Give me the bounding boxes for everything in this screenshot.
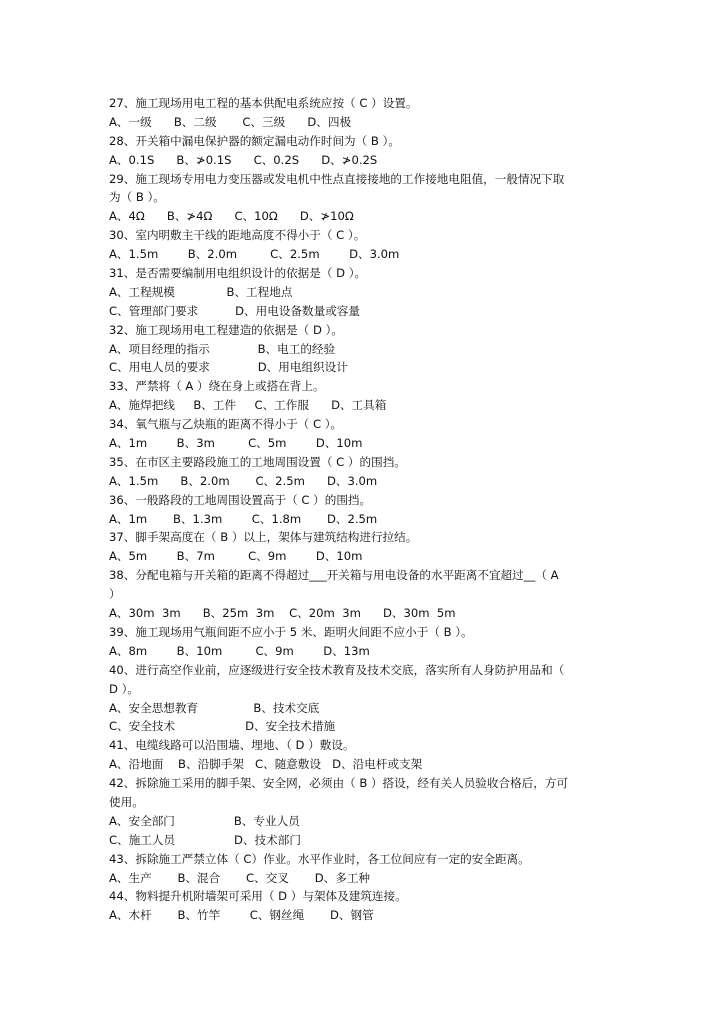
question-27-options: A、一级 B、二级 C、三级 D、四极 <box>109 114 352 129</box>
question-33-options: A、施焊把线 B、工件 C、工作服 D、工具箱 <box>109 398 387 413</box>
question-44-options: A、木杆 B、竹竿 C、钢丝绳 D、钢管 <box>109 908 374 923</box>
question-30-stem: 30、室内明敷主干线的距地高度不得小于（ C ）。 <box>109 228 366 243</box>
question-40-options-cd: C、安全技术 D、安全技术措施 <box>109 719 336 734</box>
question-43-stem: 43、拆除施工严禁立体（ C）作业。水平作业时，各工位间应有一定的安全距离。 <box>109 851 530 866</box>
question-38-stem: 38、分配电箱与开关箱的距离不得超过___开关箱与用电设备的水平距离不宜超过__（ A <box>109 568 559 583</box>
question-40-options-ab: A、安全思想教育 B、技术交底 <box>109 700 320 715</box>
question-34-options: A、1m B、3m C、5m D、10m <box>109 436 363 451</box>
question-42-options-cd: C、施工人员 D、技术部门 <box>109 832 301 847</box>
question-33-stem: 33、严禁将（ A ）绕在身上或搭在背上。 <box>109 379 325 394</box>
question-37-options: A、5m B、7m C、9m D、10m <box>109 549 363 564</box>
document-page <box>109 94 621 925</box>
question-34-stem: 34、氧气瓶与乙炔瓶的距离不得小于（ C ）。 <box>109 417 343 432</box>
question-31-options-cd: C、管理部门要求 D、用电设备数量或容量 <box>109 303 360 318</box>
question-40-stem: 40、进行高空作业前，应逐级进行安全技术教育及技术交底，落实所有人身防护用品和（ <box>109 662 565 677</box>
question-35-stem: 35、在市区主要路段施工的工地周围设置（ C ）的围挡。 <box>109 454 406 469</box>
question-29-options: A、4Ω B、≯4Ω C、10Ω D、≯10Ω <box>109 209 354 224</box>
question-42-options-ab: A、安全部门 B、专业人员 <box>109 813 300 828</box>
question-29-stem: 29、施工现场专用电力变压器或发电机中性点直接接地的工作接地电阻值，一般情况下取 <box>109 171 565 186</box>
question-27-stem: 27、施工现场用电工程的基本供配电系统应按（ C ）设置。 <box>109 96 418 110</box>
question-35-options: A、1.5m B、2.0m C、2.5m D、3.0m <box>109 473 378 488</box>
question-39-options: A、8m B、10m C、9m D、13m <box>109 643 370 658</box>
question-37-stem: 37、脚手架高度在（ B ）以上，架体与建筑结构进行拉结。 <box>109 530 418 545</box>
question-32-options-cd: C、用电人员的要求 D、用电组织设计 <box>109 360 348 375</box>
question-36-options: A、1m B、1.3m C、1.8m D、2.5m <box>109 511 378 526</box>
question-28-options: A、0.1S B、≯0.1S C、0.2S D、≯0.2S <box>109 152 378 167</box>
question-30-options: A、1.5m B、2.0m C、2.5m D、3.0m <box>109 247 400 262</box>
question-44-stem: 44、物料提升机附墙架可采用（ D ）与架体及建筑连接。 <box>109 889 407 904</box>
question-32-options-ab: A、项目经理的指示 B、电工的经验 <box>109 341 336 356</box>
question-31-stem: 31、是否需要编制用电组织设计的依据是（ D ）。 <box>109 266 367 281</box>
question-40-stem-cont: D ）。 <box>109 681 140 696</box>
question-41-options: A、沿地面 B、沿脚手架 C、随意敷设 D、沿电杆或支架 <box>109 757 423 772</box>
question-42-stem-cont: 使用。 <box>109 794 144 809</box>
question-36-stem: 36、一般路段的工地周围设置高于（ C ）的围挡。 <box>109 492 372 507</box>
question-38-stem-cont: ） <box>109 587 121 602</box>
question-32-stem: 32、施工现场用电工程建造的依据是（ D ）。 <box>109 322 343 337</box>
question-39-stem: 39、施工现场用气瓶间距不应小于 5 米、距明火间距不应小于（ B ）。 <box>109 624 473 639</box>
question-29-stem-cont: 为（ B ）。 <box>109 190 165 205</box>
question-31-options-ab: A、工程规模 B、工程地点 <box>109 284 293 299</box>
question-38-options: A、30m 3m B、25m 3m C、20m 3m D、30m 5m <box>109 606 456 621</box>
question-43-options: A、生产 B、混合 C、交叉 D、多工种 <box>109 870 371 885</box>
question-41-stem: 41、电缆线路可以沿围墙、埋地、（ D ）敷设。 <box>109 738 355 753</box>
question-42-stem: 42、拆除施工采用的脚手架、安全网，必须由（ B ）搭设，经有关人员验收合格后，方可 <box>109 776 569 791</box>
question-28-stem: 28、开关箱中漏电保护器的额定漏电动作时间为（ B ）。 <box>109 133 400 148</box>
